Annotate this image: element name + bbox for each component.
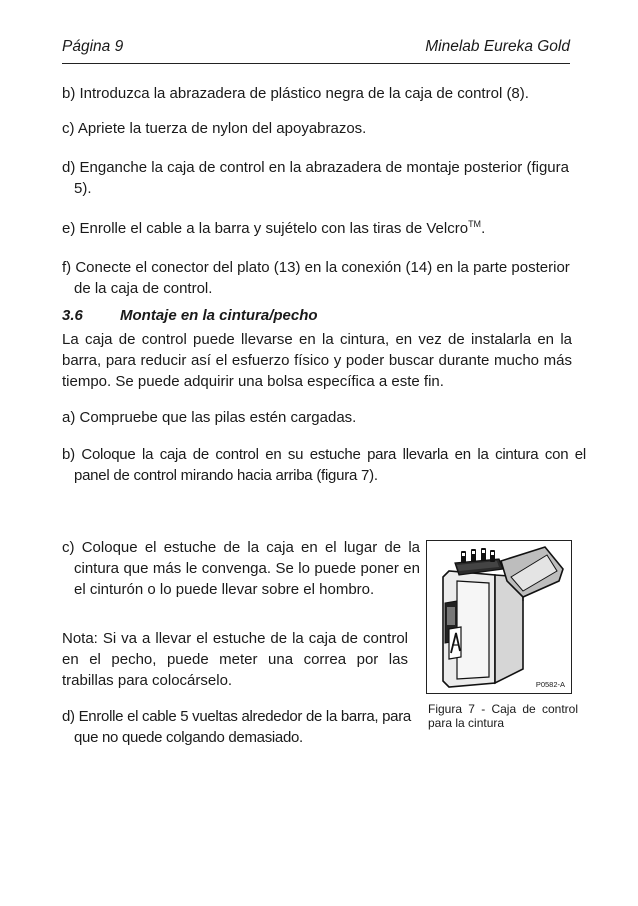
page-header xyxy=(62,38,570,60)
note-chest: Nota: Si va a llevar el estuche de la caja de control en el pecho, puede meter una correa por las trabillas para colocárselo. xyxy=(62,630,408,689)
figure-caption: Figura 7 - Caja de control para la cintura xyxy=(428,702,578,730)
section-intro: La caja de control puede llevarse en la cintura, en vez de instalarla en la barra, para reducir así el esfuerzo físico y poder buscar durante mucho más tiempo. Se puede adquirir una bolsa específica a este fin. xyxy=(62,331,572,390)
step-c-nut: c) Apriete la tuerza de nylon del apoyabrazos. xyxy=(62,120,367,137)
section-title: Montaje en la cintura/pecho xyxy=(120,307,318,324)
step-a-batteries: a) Compruebe que las pilas estén cargadas. xyxy=(62,409,357,426)
trademark-mark: TM xyxy=(468,219,482,229)
section-number: 3.6 xyxy=(62,307,83,324)
header-rule xyxy=(62,63,570,64)
document-title: Minelab Eureka Gold xyxy=(425,38,570,55)
step-d-hook: d) Enganche la caja de control en la abrazadera de montaje posterior (figura 5). xyxy=(62,159,569,197)
step-c-position: c) Coloque el estuche de la caja en el lugar de la cintura que más le convenga. Se lo puede poner en el cinturón o lo puede llevar sobre el hombro. xyxy=(62,539,420,598)
step-e-text: e) Enrolle el cable a la barra y sujételo con las tiras de Velcro xyxy=(62,220,469,237)
step-f-connector: f) Conecte el conector del plato (13) en la conexión (14) en la parte posterior de la caja de control. xyxy=(62,259,570,297)
figure-code: P0582-A xyxy=(535,680,565,689)
step-b-case: b) Coloque la caja de control en su estuche para llevarla en la cintura con el panel de control mirando hacia arriba (figura 7). xyxy=(62,446,586,484)
step-d-wrap-cable: d) Enrolle el cable 5 vueltas alrededor de la barra, para que no quede colgando demasiado. xyxy=(62,708,411,746)
waist-case-illustration xyxy=(427,541,571,693)
step-b-clamp: b) Introduzca la abrazadera de plástico negra de la caja de control (8). xyxy=(62,85,529,102)
step-e-end: . xyxy=(481,220,486,237)
step-e-velcro xyxy=(62,214,586,239)
figure-7 xyxy=(426,540,572,694)
page-number: Página 9 xyxy=(62,38,124,55)
